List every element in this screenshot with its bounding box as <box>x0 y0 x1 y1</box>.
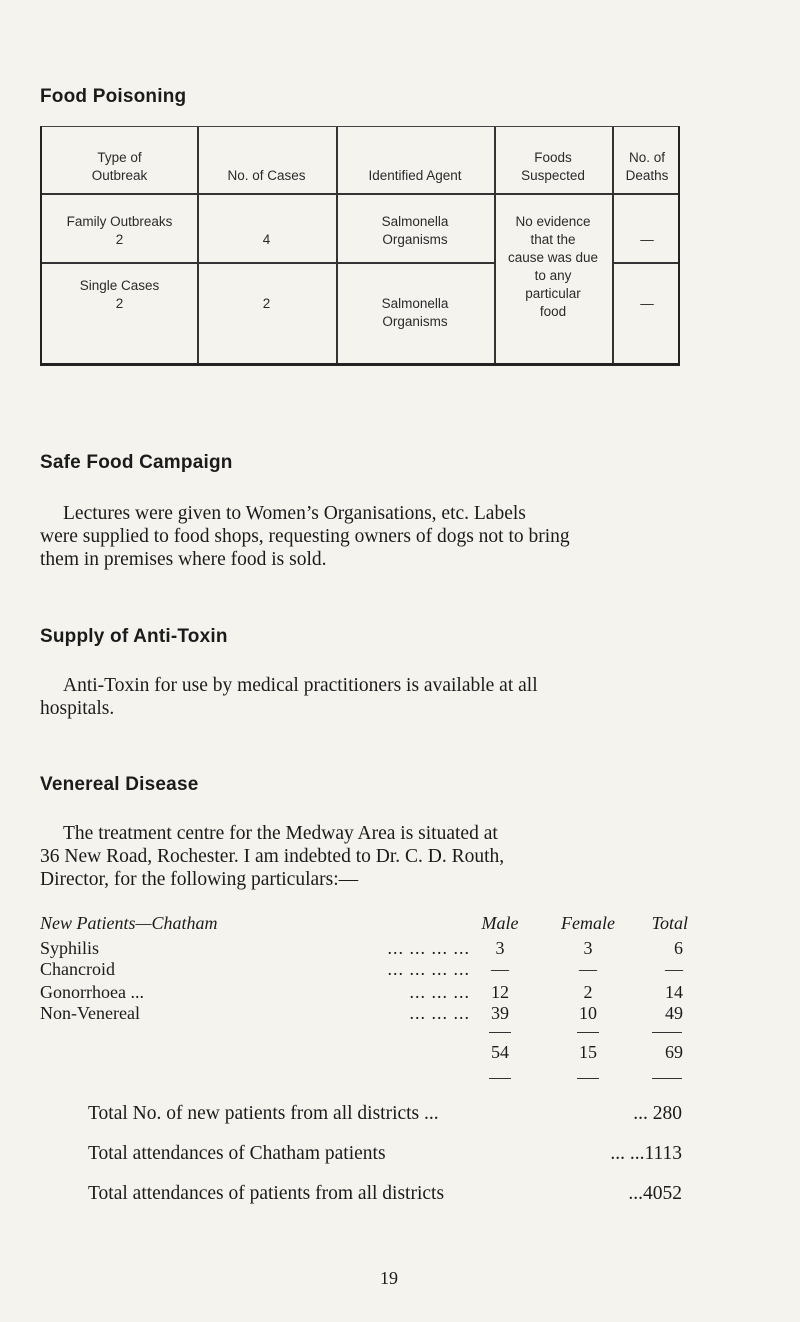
text-line: The treatment centre for the Medway Area is situated at <box>63 823 498 844</box>
header-no-of-cases <box>197 167 336 185</box>
text-line: 36 New Road, Rochester. I am indebted to Dr. C. D. Routh, <box>40 846 505 867</box>
table-cell-agent <box>336 295 494 331</box>
cell-line: 2 <box>262 296 271 311</box>
text-line: hospitals. <box>40 698 115 719</box>
page-number: 19 <box>380 1268 398 1288</box>
table-divider <box>42 193 678 195</box>
text-line: Lectures were given to Women’s Organisations, etc. Labels <box>63 503 526 524</box>
header-identified-agent <box>336 167 494 185</box>
header-type-of-outbreak <box>42 149 197 185</box>
cell-line: Organisms <box>382 314 448 329</box>
table-cell-cases <box>197 231 336 249</box>
header-line: Deaths <box>625 168 669 183</box>
cell-total: 14 <box>665 982 683 1002</box>
row-label: Non-Venereal <box>40 1003 140 1023</box>
cell-line: 2 <box>115 296 124 311</box>
totals-label: Total attendances of Chatham patients <box>88 1143 386 1164</box>
safe-food-heading: Safe Food Campaign <box>40 452 233 473</box>
row-leader: ... ... ... ... <box>387 959 470 979</box>
header-line: No. of <box>628 150 666 165</box>
sum-female: 15 <box>579 1042 597 1062</box>
header-line: Suspected <box>521 168 585 183</box>
row-leader: ... ... ... <box>409 1003 470 1023</box>
table-divider <box>612 262 678 264</box>
sum-total: 69 <box>665 1042 683 1062</box>
food-poisoning-heading: Food Poisoning <box>40 86 187 107</box>
header-foods-suspected <box>494 149 612 185</box>
cell-line: food <box>539 304 567 319</box>
totals-value: ...4052 <box>628 1183 682 1204</box>
table-cell-deaths <box>612 231 682 249</box>
cell-female: — <box>579 959 597 979</box>
safe-food-paragraph <box>40 502 685 571</box>
antitoxin-heading: Supply of Anti-Toxin <box>40 626 228 647</box>
cell-line: Salmonella <box>381 214 449 229</box>
cell-line: — <box>640 232 654 247</box>
header-line: Foods <box>534 150 572 165</box>
header-line: No. of Cases <box>227 168 306 183</box>
cell-female: 3 <box>583 938 593 958</box>
row-leader: ... ... ... <box>409 982 470 1002</box>
venereal-paragraph <box>40 822 685 891</box>
column-header-total: Total <box>651 913 688 933</box>
cell-male: — <box>491 959 509 979</box>
sum-rule <box>652 1032 682 1033</box>
row-leader: ... ... ... ... <box>387 938 470 958</box>
cell-line: that the <box>530 232 576 247</box>
table-cell-foods-suspected <box>494 213 612 321</box>
row-label: Chancroid <box>40 959 115 979</box>
cell-male: 12 <box>491 982 509 1002</box>
cell-total: 6 <box>674 938 683 958</box>
cell-line: cause was due <box>507 250 599 265</box>
cell-line: Salmonella <box>381 296 449 311</box>
food-poisoning-table <box>40 126 680 366</box>
header-line: Type of <box>97 150 142 165</box>
text-line: Anti-Toxin for use by medical practitioners is available at all <box>63 675 538 696</box>
venereal-heading: Venereal Disease <box>40 774 199 795</box>
cell-line: 2 <box>115 232 124 247</box>
sum-rule <box>489 1032 511 1033</box>
cell-line: 4 <box>262 232 271 247</box>
text-line: were supplied to food shops, requesting owners of dogs not to bring <box>40 526 570 547</box>
antitoxin-paragraph <box>40 674 685 720</box>
cell-female: 10 <box>579 1003 597 1023</box>
sum-rule <box>652 1078 682 1079</box>
cell-total: 49 <box>665 1003 683 1023</box>
table-title: New Patients—Chatham <box>40 913 218 933</box>
totals-label: Total attendances of patients from all districts <box>88 1183 445 1204</box>
text-line: them in premises where food is sold. <box>40 549 327 570</box>
column-header-male: Male <box>481 913 519 933</box>
row-label: Gonorrhoea ... <box>40 982 144 1002</box>
sum-male: 54 <box>491 1042 509 1062</box>
cell-male: 39 <box>491 1003 509 1023</box>
totals-value: ... ...1113 <box>610 1143 682 1164</box>
table-cell-type <box>42 277 197 313</box>
sum-rule <box>489 1078 511 1079</box>
header-no-of-deaths <box>612 149 682 185</box>
sum-rule <box>577 1032 599 1033</box>
cell-line: No evidence <box>515 214 591 229</box>
cell-line: to any <box>534 268 572 283</box>
totals-value: ... 280 <box>633 1103 682 1124</box>
sum-rule <box>577 1078 599 1079</box>
cell-female: 2 <box>583 982 593 1002</box>
cell-line: Family Outbreaks <box>66 214 173 229</box>
totals-label: Total No. of new patients from all districts ... <box>88 1103 439 1124</box>
header-line: Identified Agent <box>368 168 462 183</box>
cell-line: — <box>640 296 654 311</box>
cell-male: 3 <box>495 938 505 958</box>
row-label: Syphilis <box>40 938 100 958</box>
table-cell-cases <box>197 295 336 313</box>
header-line: Outbreak <box>91 168 148 183</box>
cell-line: particular <box>525 286 581 301</box>
text-line: Director, for the following particulars:— <box>40 869 359 890</box>
cell-line: Organisms <box>382 232 448 247</box>
column-header-female: Female <box>561 913 615 933</box>
table-divider <box>42 262 494 264</box>
table-cell-type <box>42 213 197 249</box>
cell-total: — <box>665 959 683 979</box>
cell-line: Single Cases <box>79 278 160 293</box>
table-cell-agent <box>336 213 494 249</box>
table-cell-deaths <box>612 295 682 313</box>
